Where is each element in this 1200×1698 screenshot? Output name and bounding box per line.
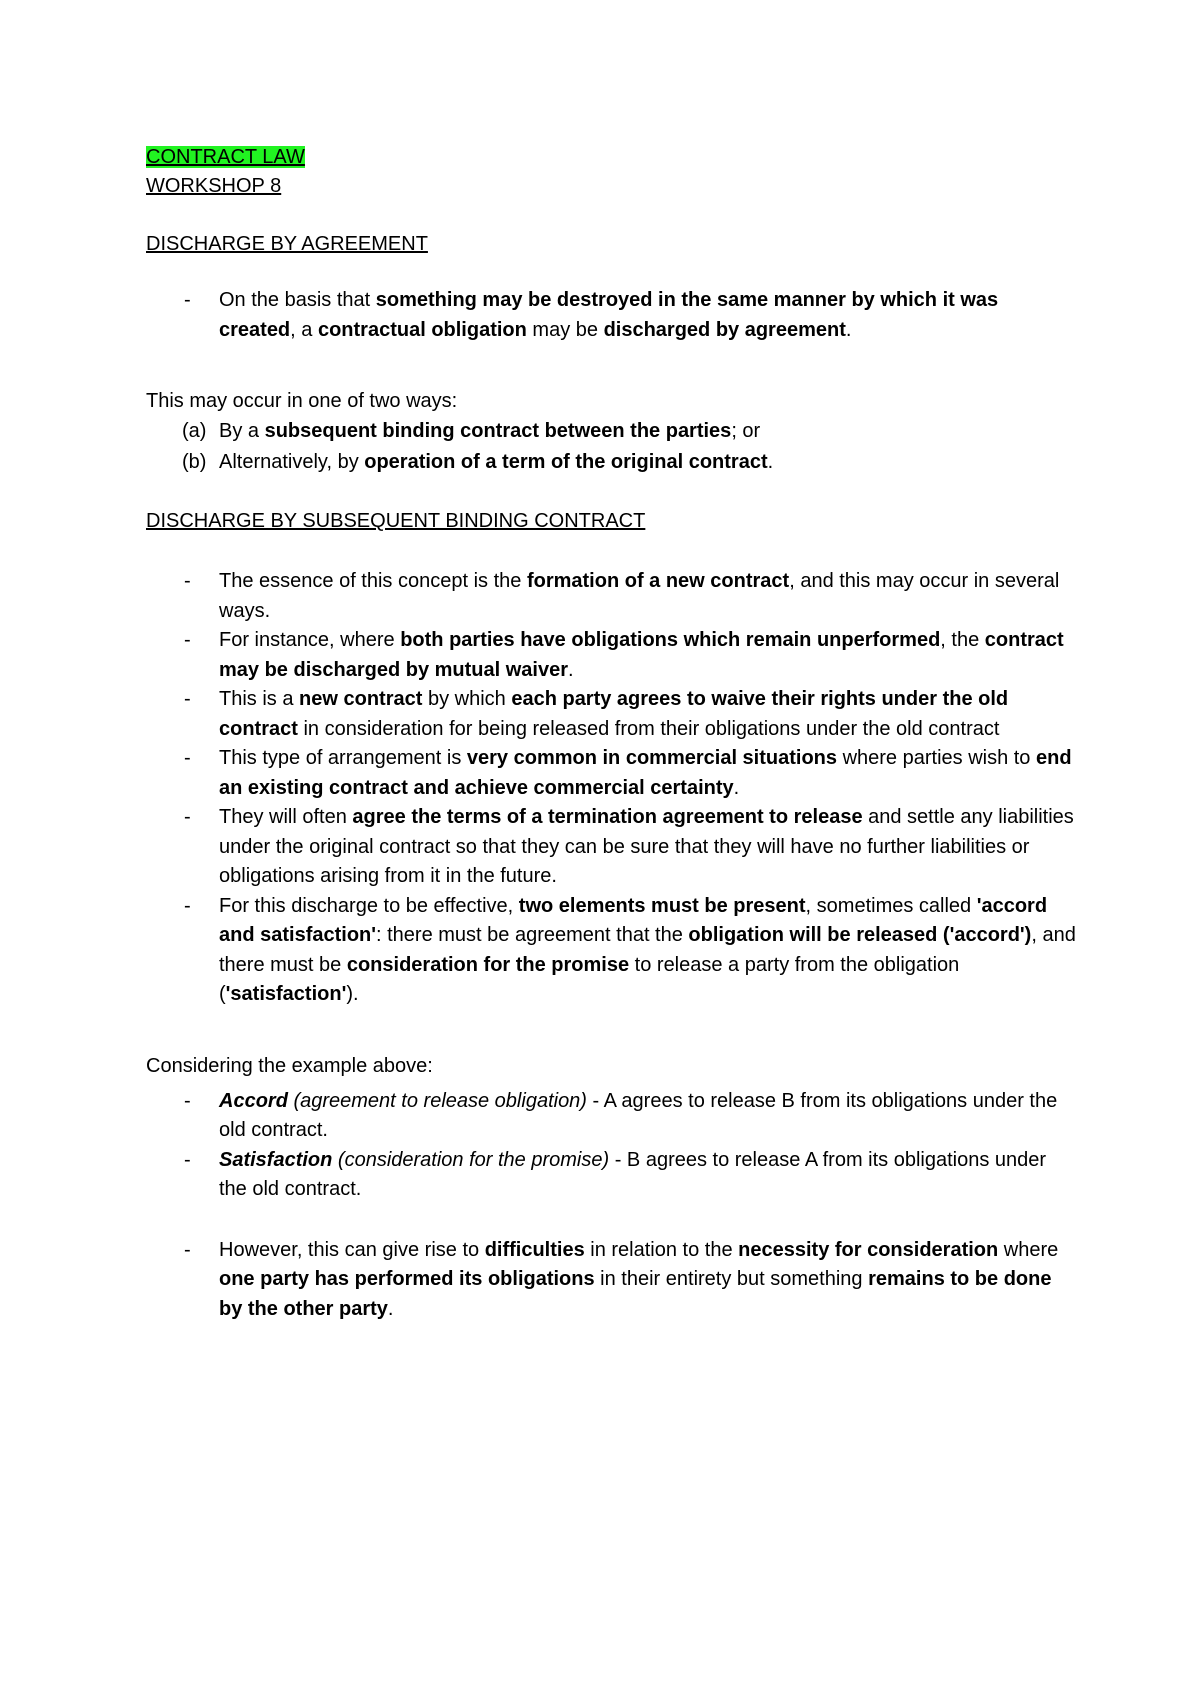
section-heading-discharge-by-agreement: DISCHARGE BY AGREEMENT bbox=[146, 233, 428, 255]
list-item: - For this discharge to be effective, two elements must be present, sometimes called 'accord and satisfaction': there must be agreement that the obligation will be released ('accord'), and there must be consideration for the promise to release a party from the obligation ('satisfaction'). bbox=[184, 894, 1076, 1005]
lettered-list bbox=[146, 416, 1076, 478]
section-heading-subsequent-binding-contract: DISCHARGE BY SUBSEQUENT BINDING CONTRACT bbox=[146, 510, 646, 532]
course-title: CONTRACT LAW bbox=[146, 146, 305, 168]
list-item: - Accord (agreement to release obligation) - A agrees to release B from its obligations under the old contract. bbox=[184, 1089, 1058, 1141]
bullet-list bbox=[146, 567, 1076, 1010]
workshop-title: WORKSHOP 8 bbox=[146, 175, 282, 197]
list-item: - However, this can give rise to difficulties in relation to the necessity for consideration where one party has performed its obligations in their entirety but something remains to be done by the other party. bbox=[184, 1238, 1059, 1320]
paragraph-example-intro: Considering the example above: bbox=[146, 1054, 433, 1077]
bullet-list bbox=[146, 1236, 1076, 1325]
bullet-list bbox=[146, 1087, 1076, 1205]
list-item: - This type of arrangement is very common in commercial situations where parties wish to end an existing contract and achieve commercial certainty. bbox=[184, 747, 1072, 799]
bullet-list bbox=[146, 286, 1076, 345]
list-item: - They will often agree the terms of a termination agreement to release and settle any liabilities under the original contract so that they can be sure that they will have no further liabilities or obligations arising from it in the future. bbox=[184, 806, 1074, 887]
paragraph-intro: This may occur in one of two ways: bbox=[146, 390, 458, 412]
list-item: - On the basis that something may be destroyed in the same manner by which it was created, a contractual obligation may be discharged by agreement. bbox=[184, 289, 999, 341]
list-item: (b) Alternatively, by operation of a term of the original contract. bbox=[182, 451, 774, 473]
document-page bbox=[146, 143, 1076, 1324]
list-item: - The essence of this concept is the formation of a new contract, and this may occur in several ways. bbox=[184, 570, 1060, 622]
list-item: - This is a new contract by which each party agrees to waive their rights under the old contract in consideration for being released from their obligations under the old contract bbox=[184, 688, 1009, 740]
list-item: - For instance, where both parties have obligations which remain unperformed, the contract may be discharged by mutual waiver. bbox=[184, 629, 1064, 681]
list-item: (a) By a subsequent binding contract between the parties; or bbox=[182, 420, 761, 442]
list-item: - Satisfaction (consideration for the promise) - B agrees to release A from its obligations under the old contract. bbox=[184, 1148, 1047, 1200]
